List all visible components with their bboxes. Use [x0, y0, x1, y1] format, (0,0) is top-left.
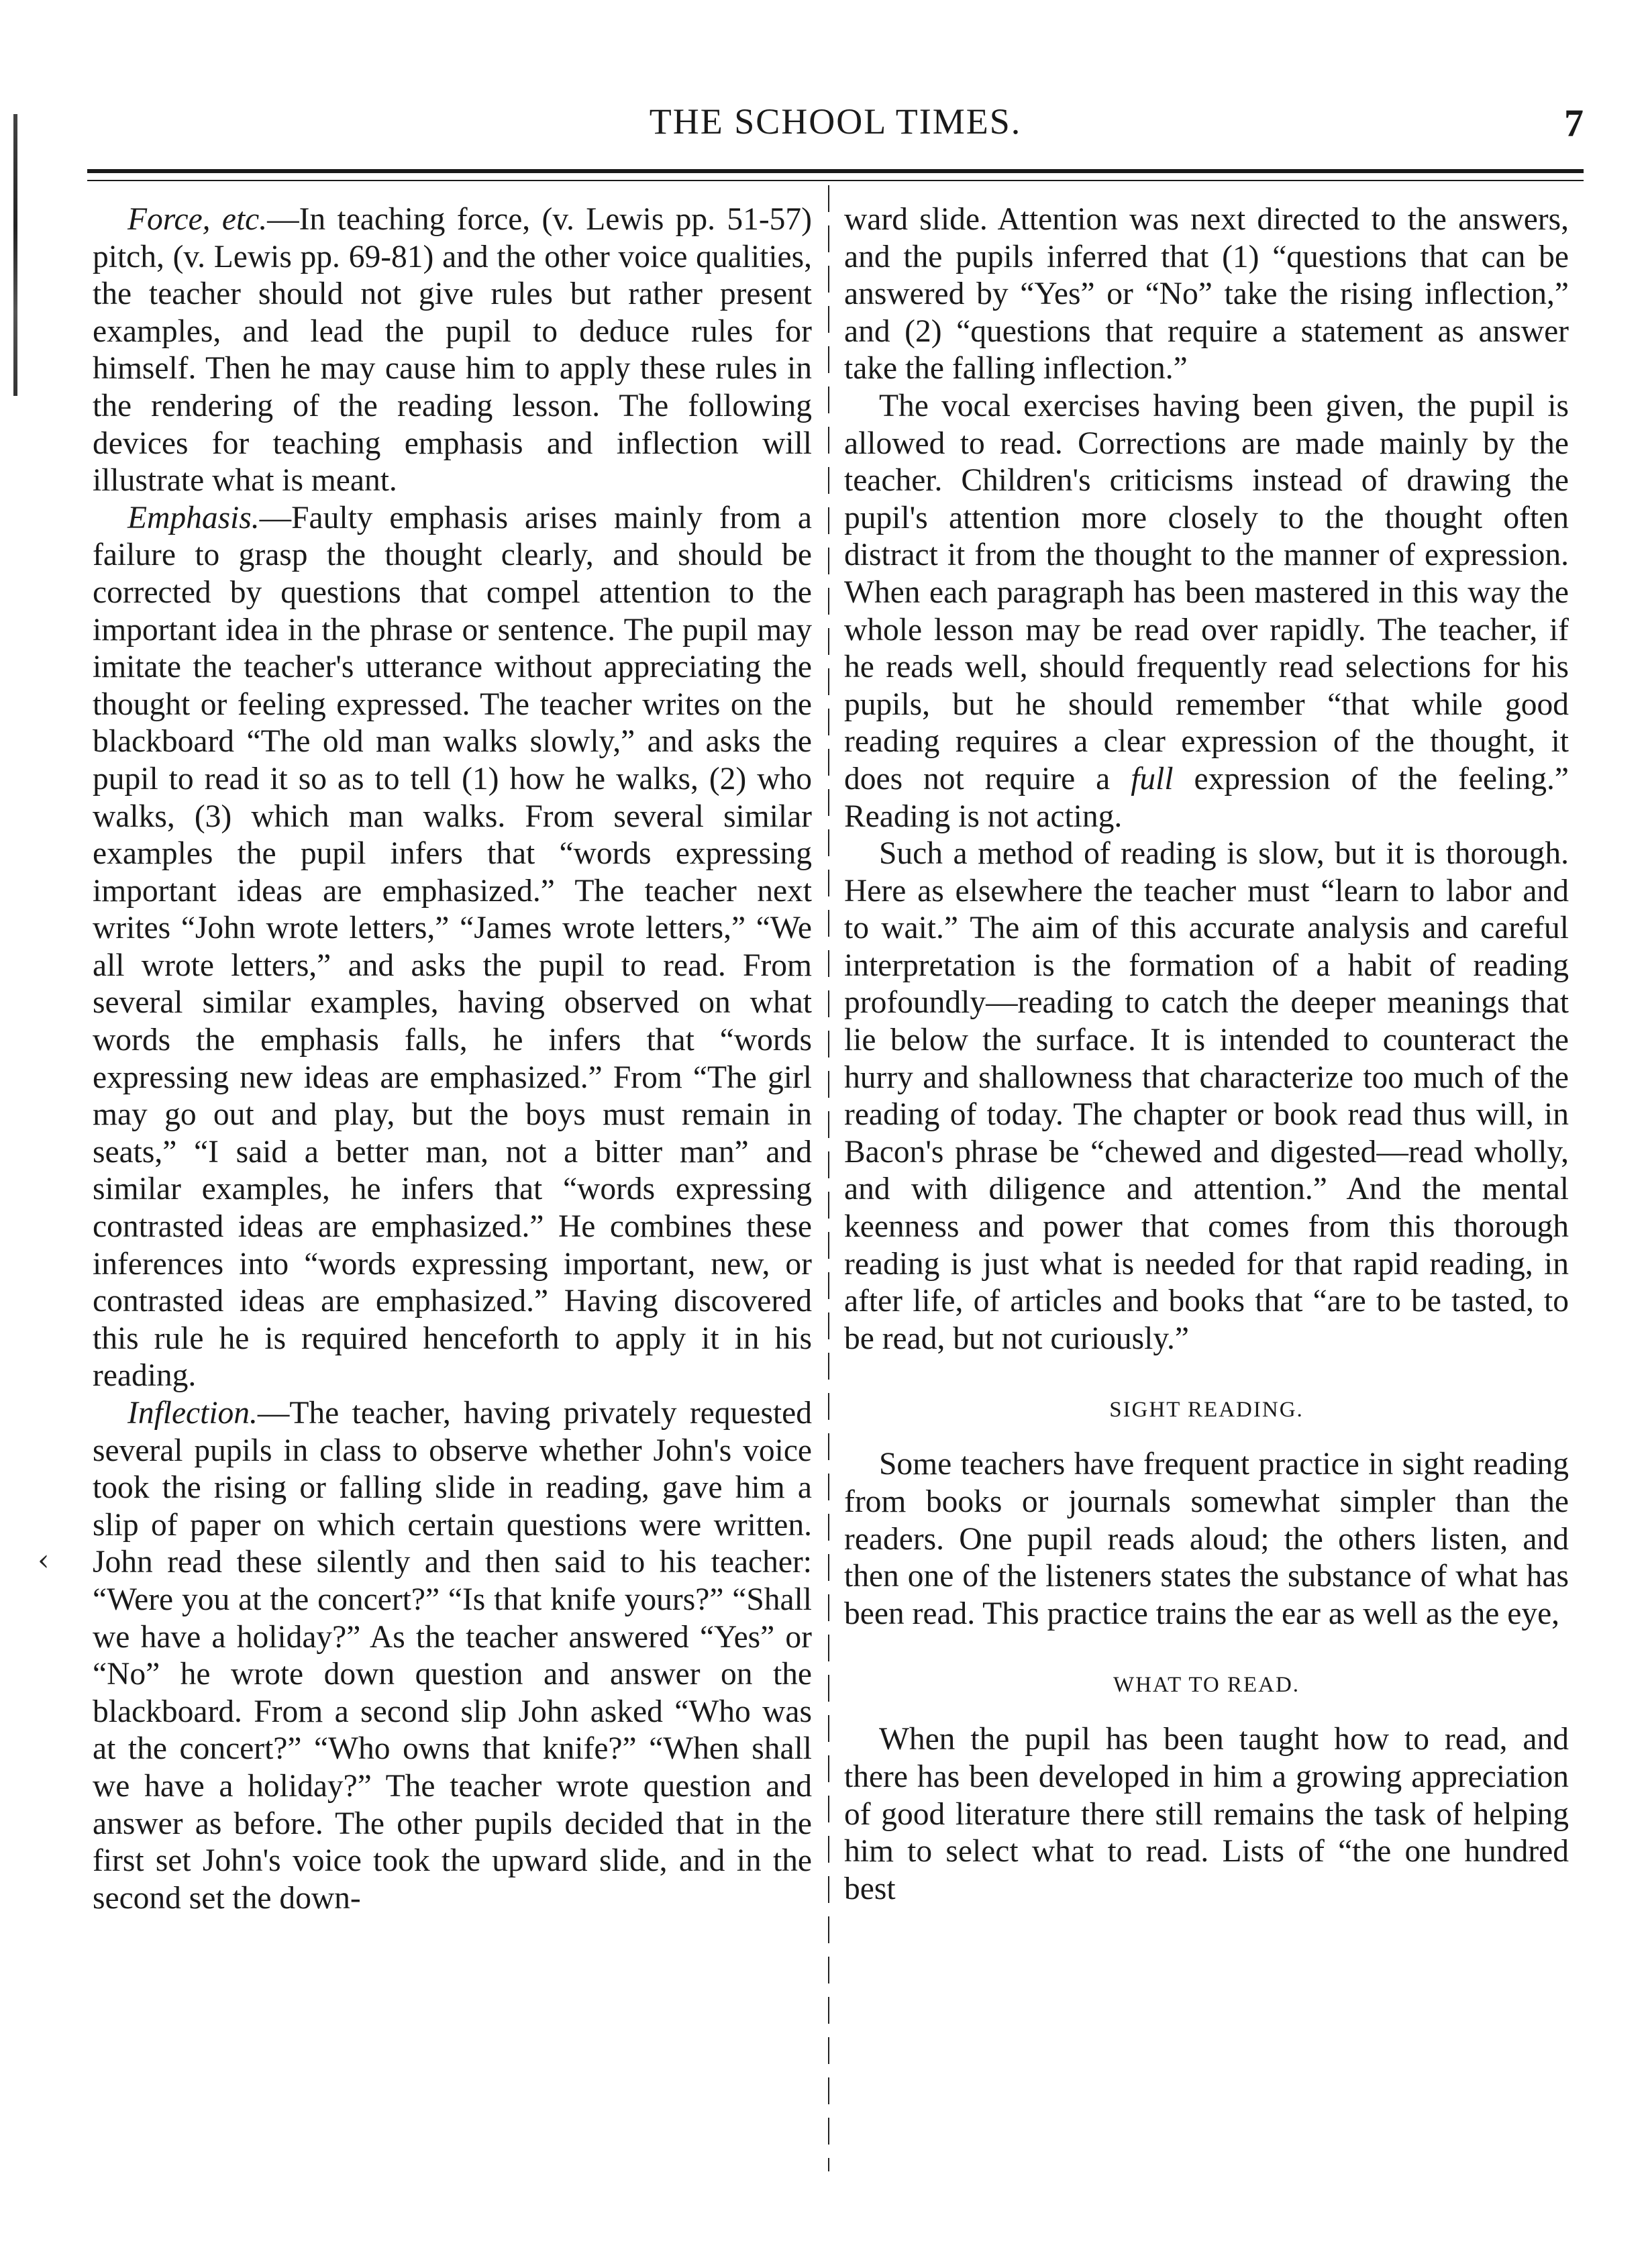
heading-sight-reading: SIGHT READING.	[1109, 1398, 1304, 1423]
page-edge-mark	[13, 114, 17, 396]
paragraph-continuation: ward slide. Attention was next directed to the answers, and the pupils inferred that (1) “questions that can be answered by “Yes” or “No” take the rising inflection,” and (2) “questions that require a statement as answer take the falling inflection.”	[844, 202, 1569, 386]
vocal-text: The vocal exercises having been given, the pupil is allowed to read. Corrections are made mainly by the teacher. Children's criticisms instead of drawing the pupil's attention more closely to the thought often distract it from the thought to the manner of expression. When each paragraph has been mastered in this way the whole lesson may be read over rapidly. The teacher, if he reads well, should frequently read selections for his pupils, but he should remember “that while good reading requires a clear expression of the thought, it does not require a	[844, 388, 1569, 796]
paragraph-inflection	[93, 1395, 812, 1917]
page-number: 7	[1564, 101, 1584, 145]
header-rule-thin	[87, 180, 1584, 181]
emphasis-text: —Faulty emphasis arises mainly from a failure to grasp the thought clearly, and should be corrected by questions that compel attention to the important idea in the phrase or sentence. The pupil may imitate the teacher's utterance without appreciating the thought or feeling expressed. The teacher writes on the blackboard “The old man walks slowly,” and asks the pupil to read it so as to tell (1) how he walks, (2) who walks, (3) which man walks. From several similar examples the pupil infers that “words expressing important ideas are emphasized.” The teacher next writes “John wrote letters,” “James wrote letters,” “We all wrote letters,” and asks the pupil to read. From several similar examples, having observed on what words the emphasis falls, he infers that “words expressing new ideas are emphasized.” From “The girl may go out and play, but the boys must remain in seats,” “I said a better man, not a bitter man” and similar examples, he infers that “words expressing contrasted ideas are emphasized.” He combines these inferences into “words expressing important, new, or contrasted ideas are emphasized.” Having discovered this rule he is required henceforth to apply it in his reading.	[93, 500, 812, 1394]
column-divider	[828, 185, 829, 2171]
page-header	[87, 101, 1584, 154]
paragraph-method: Such a method of reading is slow, but it is thorough. Here as elsewhere the teacher must “learn to labor and to wait.” The aim of this accurate analysis and careful interpretation is the formation of a habit of reading profoundly—reading to catch the deeper meanings that lie below the surface. It is intended to counteract the hurry and shallowness that characterize too much of the reading of today. The chapter or book read thus will, in Bacon's phrase be “chewed and digested—read wholly, and with diligence and attention.” And the mental keenness and power that comes from this thorough reading is just what is needed for that rapid reading, in after life, of articles and books that “are to be tasted, to be read, but not curiously.”	[844, 836, 1569, 1356]
emphasis-lead: Emphasis.	[127, 500, 260, 535]
paragraph-sight-reading: Some teachers have frequent practice in sight reading from books or journals somewhat simpler than the readers. One pupil reads aloud; the others listen, and then one of the listeners states the substance of what has been read. This practice trains the ear as well as the eye,	[844, 1447, 1569, 1631]
inflection-text: —The teacher, having privately requested several pupils in class to observe whether John's voice took the rising or falling slide in reading, gave him a slip of paper on which certain questions were written. John read these silently and then said to his teacher: “Were you at the concert?” “Is that knife yours?” “Shall we have a holiday?” As the teacher answered “Yes” or “No” he wrote down question and answer on the blackboard. From a second slip John asked “Who was at the concert?” “Who owns that knife?” “When shall we have a holiday?” The teacher wrote question and answer as before. The other pupils decided that in the first set John's voice took the upward slide, and in the second set the down-	[93, 1396, 812, 1916]
paragraph-what-to-read: When the pupil has been taught how to read, and there has been developed in him a growing appreciation of good literature there still remains the task of helping him to select what to read. Lists of “the one hundred best	[844, 1722, 1569, 1906]
paragraph-force	[93, 201, 812, 500]
inflection-lead: Inflection.	[127, 1396, 258, 1431]
force-text: —In teaching force, (v. Lewis pp. 51-57) pitch, (v. Lewis pp. 69-81) and the other voice qualities, the teacher should not give rules but rather present examples, and lead the pupil to deduce rules for himself. Then he may cause him to apply these rules in the rendering of the reading lesson. The following devices for teaching emphasis and inflection will illustrate what is meant.	[93, 202, 812, 499]
header-rule-thick	[87, 169, 1584, 173]
left-column	[93, 201, 812, 1917]
heading-what-to-read: WHAT TO READ.	[1113, 1673, 1300, 1698]
right-column	[844, 201, 1569, 1908]
paragraph-emphasis	[93, 500, 812, 1395]
running-title: THE SCHOOL TIMES.	[649, 101, 1022, 142]
vocal-full-word: full	[1131, 761, 1174, 796]
force-lead: Force, etc.	[127, 202, 268, 237]
margin-arrow-icon: ‹	[38, 1543, 50, 1578]
vocal-end: expression of the feeling.” Reading is not acting.	[844, 761, 1569, 834]
paragraph-vocal-exercises	[844, 388, 1569, 835]
